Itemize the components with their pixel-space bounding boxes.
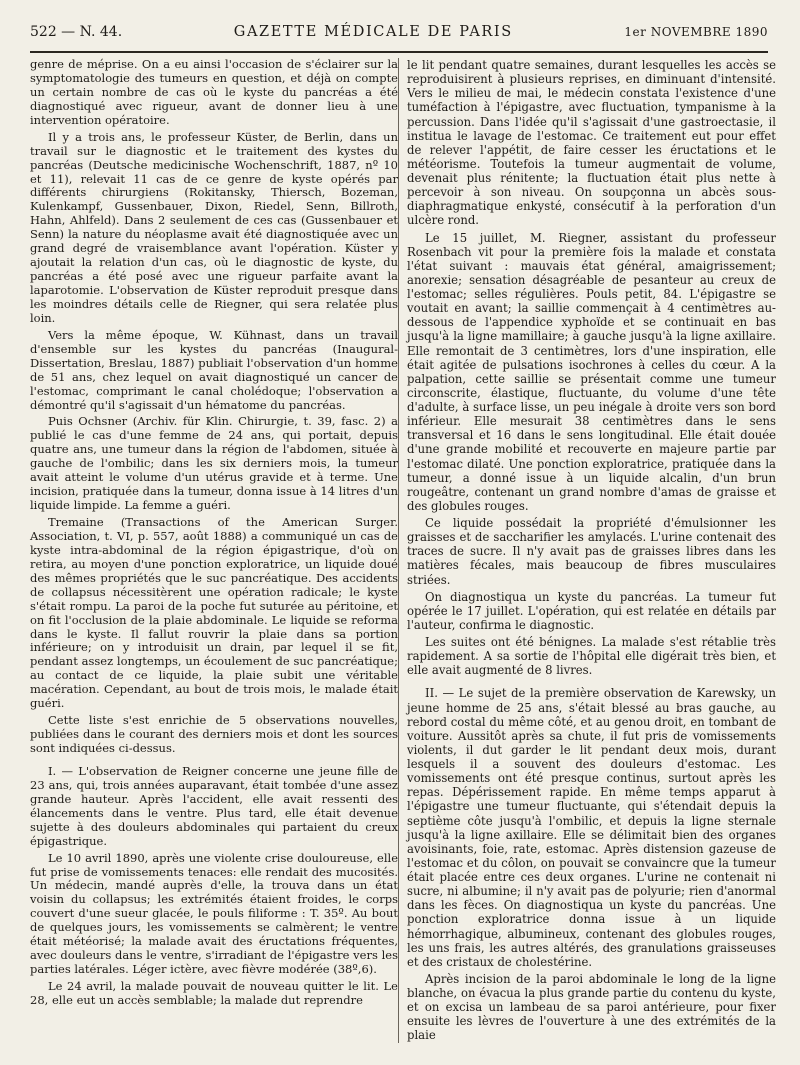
paragraph: Cette liste s'est enrichie de 5 observations nouvelles, publiées dans le courant des derniers mois et dont les sources sont indiquées ci-dessus. bbox=[30, 713, 398, 755]
page-number: 522 — N. 44. bbox=[30, 24, 123, 40]
paragraph: Les suites ont été bénignes. La malade s'est rétablie très rapidement. A sa sortie de l'hôpital elle digérait très bien, et elle avait augmenté de 8 livres. bbox=[407, 635, 776, 678]
paragraph: Le 15 juillet, M. Riegner, assistant du professeur Rosenbach vit pour la première fois la malade et constata l'état suivant : mauvais état général, amaigrissement; anorexie; sensation désagréable de pesanteur au creux de l'estomac; selles régulières. Pouls petit, 84. L'épigastre se voutait en avant; la saillie commençait à 4 centimètres au-dessous de l'appendice xyphoïde et se continuait en bas jusqu'à la ligne mamillaire; à gauche jusqu'à la ligne axillaire. Elle remontait de 3 centimètres, lors d'une inspiration, elle était agitée de pulsations isochrones à celles du cœur. A la palpation, cette saillie se présentait comme une tumeur circonscrite, élastique, fluctuante, du volume d'une tête d'adulte, à surface lisse, un peu inégale à droite vers son bord inférieur. Elle mesurait 38 centimètres dans le sens transversal et 16 dans le sens longitudinal. Elle était douée d'une grande mobilité et recouverte en majeure partie par l'estomac dilaté. Une ponction exploratrice, pratiquée dans la tumeur, a donné issue à un liquide alcalin, d'un brun rougeâtre, contenant un grand nombre d'amas de graisse et des globules rouges. bbox=[407, 230, 776, 513]
paragraph: genre de méprise. On a eu ainsi l'occasion de s'éclairer sur la symptomatologie des tumeurs en question, et déjà on compte un certain nombre de cas où le kyste du pancréas a été diagnostiqué avec rigueur, avant de donner lieu à une intervention opératoire. bbox=[30, 57, 398, 127]
paragraph: Ce liquide possédait la propriété d'émulsionner les graisses et de saccharifier les amylacés. L'urine contenait des traces de sucre. Il n'y avait pas de graisses libres dans les matières fécales, mais beaucoup de fibres musculaires striées. bbox=[407, 516, 776, 587]
journal-title: GAZETTE MÉDICALE DE PARIS bbox=[233, 24, 513, 40]
header-rule bbox=[30, 51, 768, 53]
paragraph: Le 24 avril, la malade pouvait de nouveau quitter le lit. Le 28, elle eut un accès semblable; la malade dut reprendre bbox=[30, 979, 398, 1007]
paragraph: On diagnostiqua un kyste du pancréas. La tumeur fut opérée le 17 juillet. L'opération, qui est relatée en détails par l'auteur, confirma le diagnostic. bbox=[407, 589, 776, 632]
paragraph: I. — L'observation de Reigner concerne une jeune fille de 23 ans, qui, trois années auparavant, était tombée d'une assez grande hauteur. Après l'accident, elle avait ressenti des élancements dans le ventre. Plus tard, elle était devenue sujette à des douleurs abdominales qui partaient du creux épigastrique. bbox=[30, 763, 398, 848]
paragraph: Après incision de la paroi abdominale le long de la ligne blanche, on évacua la plus grande partie du contenu du kyste, et on excisa un lambeau de sa paroi antérieure, pour fixer ensuite les lèvres de l'ouverture à une des extrémités de la plaie bbox=[407, 971, 776, 1043]
paragraph: Il y a trois ans, le professeur Küster, de Berlin, dans un travail sur le diagnostic et le traitement des kystes du pancréas (Deutsche medicinische Wochenschrift, 1887, nº 10 et 11), relevait 11 cas de ce genre de kyste opérés par différents chirurgiens (Rokitansky, Thiersch, Bozeman, Kulenkampf, Gussenbauer, Dixon, Riedel, Senn, Billroth, Hahn, Ahlfeld). Dans 2 seulement de ces cas (Gussenbauer et Senn) la nature du néoplasme avait été diagnostiquée avec un grand degré de vraisemblance avant l'opération. Küster y ajoutait la relation d'un cas, où le diagnostic de kyste, du pancréas a été posé avec une rigueur parfaite avant la laparotomie. L'observation de Küster reproduit presque dans les moindres détails celle de Riegner, qui sera relatée plus loin. bbox=[30, 129, 398, 325]
page-header bbox=[30, 18, 768, 46]
paragraph: Puis Ochsner (Archiv. für Klin. Chirurgie, t. 39, fasc. 2) a publié le cas d'une femme de 24 ans, qui portait, depuis quatre ans, une tumeur dans la région de l'abdomen, située à gauche de l'ombilic; dans les six derniers mois, la tumeur avait atteint le volume d'un utérus gravide et à terme. Une incision, pratiquée dans la tumeur, donna issue à 14 litres d'un liquide limpide. La femme a guéri. bbox=[30, 414, 398, 513]
issue-date: 1er NOVEMBRE 1890 bbox=[624, 25, 768, 39]
column-divider bbox=[398, 58, 399, 1043]
paragraph: Vers la même époque, W. Kühnast, dans un travail d'ensemble sur les kystes du pancréas (Inaugural-Dissertation, Breslau, 1887) publiait l'observation d'un homme de 51 ans, chez lequel on avait diagnostiqué un cancer de l'estomac, comprimant le canal cholédoque; l'observation a démontré qu'il s'agissait d'un hématome du pancréas. bbox=[30, 327, 398, 412]
right-column bbox=[407, 58, 776, 1046]
left-column bbox=[30, 58, 398, 1011]
paragraph: le lit pendant quatre semaines, durant lesquelles les accès se reproduisirent à plusieurs reprises, en diminuant d'intensité. Vers le milieu de mai, le médecin constata l'existence d'une tuméfaction à l'épigastre, avec fluctuation, tympanisme à la percussion. Dans l'idée qu'il s'agissait d'une gastroectasie, il institua le lavage de l'estomac. Ce traitement eut pour effet de relever l'appétit, de faire cesser les éructations et le météorisme. Toutefois la tumeur augmentait de volume, devenait plus rénitente; la fluctuation était plus nette à percevoir à son niveau. On soupçonna un abcès sous-diaphragmatique enkysté, consécutif à la perforation d'un ulcère rond. bbox=[407, 58, 776, 228]
paragraph: II. — Le sujet de la première observation de Karewsky, un jeune homme de 25 ans, s'était blessé au bras gauche, au rebord costal du même côté, et au genou droit, en tombant de voiture. Aussitôt après sa chute, il fut pris de vomissements violents, il dut garder le lit pendant deux mois, durant lesquels il a souvent des douleurs d'estomac. Les vomissements ont été presque continus, surtout après les repas. Dépérissement rapide. En même temps apparut à l'épigastre une tumeur fluctuante, qui s'étendait depuis la septième côte jusqu'à l'ombilic, et depuis la ligne sternale jusqu'à la ligne axillaire. Elle se délimitait bien des organes avoisinants, foie, rate, estomac. Après distension gazeuse de l'estomac et du côlon, on pouvait se convaincre que la tumeur était placée entre ces deux organes. L'urine ne contenait ni sucre, ni albumine; il n'y avait pas de polyurie; rien d'anormal dans les fèces. On diagnostiqua un kyste du pancréas. Une ponction exploratrice donna issue à un liquide hémorrhagique, albumineux, contenant des globules rouges, les uns frais, les autres altérés, des granulations graisseuses et des cristaux de cholestérine. bbox=[407, 686, 776, 969]
paragraph: Le 10 avril 1890, après une violente crise douloureuse, elle fut prise de vomissements tenaces: elle rendait des mucosités. Un médecin, mandé auprès d'elle, la trouva dans un état voisin du collapsus; les extrémités étaient froides, le corps couvert d'une sueur glacée, le pouls filiforme : T. 35º. Au bout de quelques jours, les vomissements se calmèrent; le ventre était météorisé; la malade avait des éructations fréquentes, avec douleurs dans le ventre, s'irradiant de l'épigastre vers les parties latérales. Léger ictère, avec fièvre modérée (38º,6). bbox=[30, 850, 398, 977]
paragraph: Tremaine (Transactions of the American Surger. Association, t. VI, p. 557, août 1888) a communiqué un cas de kyste intra-abdominal de la région épigastrique, d'où on retira, au moyen d'une ponction exploratrice, un liquide doué des mêmes propriétés que le suc pancréatique. Des accidents de collapsus nécessitèrent une opération radicale; le kyste s'était rompu. La paroi de la poche fut suturée au péritoine, et on fit l'occlusion de la plaie abdominale. Le liquide se reforma dans le kyste. Il fallut rouvrir la plaie dans sa portion inférieure; on y introduisit un drain, par lequel il se fit, pendant assez longtemps, un écoulement de suc pancréatique; au contact de ce liquide, la plaie subit une véritable macération. Cependant, au bout de trois mois, le malade était guéri. bbox=[30, 515, 398, 711]
